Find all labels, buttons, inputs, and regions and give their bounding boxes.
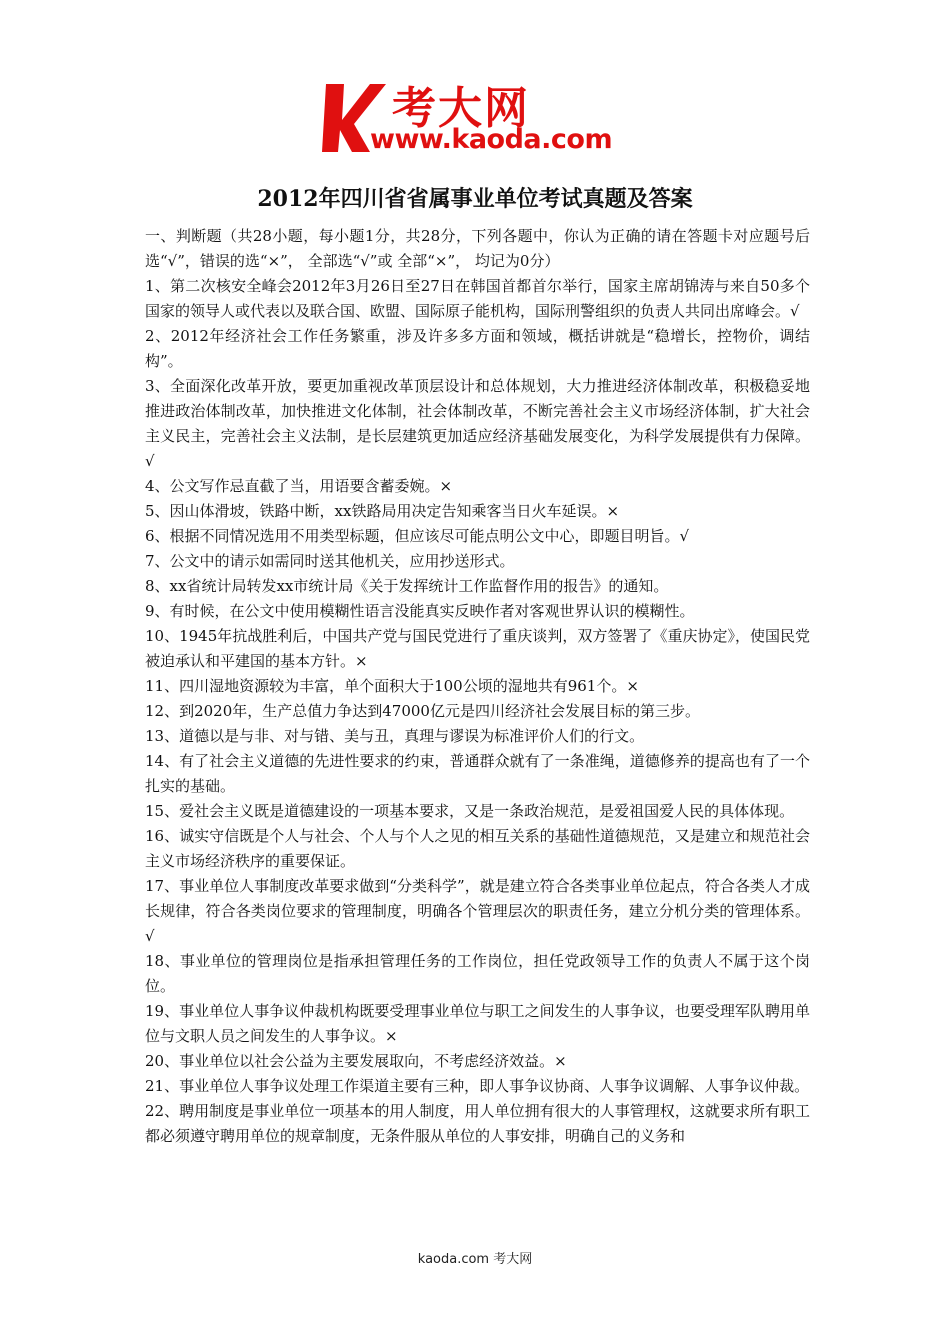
document-body (145, 224, 810, 1149)
question-item: 2、2012年经济社会工作任务繁重，涉及许多多方面和领域，概括讲就是“稳增长，控物价，调结构”。 (145, 327, 810, 370)
question-item: 11、四川湿地资源较为丰富，单个面积大于100公顷的湿地共有961个。× (145, 677, 639, 695)
section-instructions: 一、判断题（共28小题，每小题1分，共28分，下列各题中，你认为正确的请在答题卡对应题号后选“√”，错误的选“×”， 全部选“√”或 全部“×”， 均记为0分） (145, 227, 810, 270)
question-item: 17、事业单位人事制度改革要求做到“分类科学”，就是建立符合各类事业单位起点，符合各类人才成长规律，符合各类岗位要求的管理制度，明确各个管理层次的职责任务，建立分机分类的管理体系。√ (145, 877, 810, 945)
question-item: 16、诚实守信既是个人与社会、个人与个人之见的相互关系的基础性道德规范，又是建立和规范社会主义市场经济秩序的重要保证。 (145, 827, 810, 870)
question-item: 7、公文中的请示如需同时送其他机关，应用抄送形式。 (145, 552, 515, 570)
site-logo (318, 78, 648, 158)
question-item: 8、xx省统计局转发xx市统计局《关于发挥统计工作监督作用的报告》的通知。 (145, 577, 669, 595)
logo-site-name: 考大网 (392, 83, 530, 134)
question-item: 9、有时候，在公文中使用模糊性语言没能真实反映作者对客观世界认识的模糊性。 (145, 602, 695, 620)
question-item: 14、有了社会主义道德的先进性要求的约束，普通群众就有了一条准绳，道德修养的提高也有了一个扎实的基础。 (145, 752, 810, 795)
question-item: 1、第二次核安全峰会2012年3月26日至27日在韩国首都首尔举行，国家主席胡锦涛与来自50多个国家的领导人或代表以及联合国、欧盟、国际原子能机构，国际刑警组织的负责人共同出席峰会。√ (145, 277, 810, 320)
question-item: 5、因山体滑坡，铁路中断，xx铁路局用决定告知乘客当日火车延误。× (145, 502, 620, 520)
question-item: 18、事业单位的管理岗位是指承担管理任务的工作岗位，担任党政领导工作的负责人不属于这个岗位。 (145, 952, 810, 995)
question-item: 21、事业单位人事争议处理工作渠道主要有三种，即人事争议协商、人事争议调解、人事争议仲裁。 (145, 1077, 810, 1095)
question-item: 12、到2020年，生产总值力争达到47000亿元是四川经济社会发展目标的第三步。 (145, 702, 700, 720)
question-item: 13、道德以是与非、对与错、美与丑，真理与谬误为标准评价人们的行文。 (145, 727, 645, 745)
question-item: 15、爱社会主义既是道德建设的一项基本要求，又是一条政治规范，是爱祖国爱人民的具体体现。 (145, 802, 795, 820)
question-item: 19、事业单位人事争议仲裁机构既要受理事业单位与职工之间发生的人事争议，也要受理军队聘用单位与文职人员之间发生的人事争议。× (145, 1002, 810, 1045)
question-item: 3、全面深化改革开放，要更加重视改革顶层设计和总体规划，大力推进经济体制改革，积极稳妥地推进政治体制改革，加快推进文化体制，社会体制改革，不断完善社会主义市场经济体制，扩大社会主义民主，完善社会主义法制，是长层建筑更加适应经济基础发展变化，为科学发展提供有力保障。√ (145, 377, 810, 470)
logo-url: www.kaoda.com (370, 124, 613, 155)
page-footer: kaoda.com 考大网 (417, 1252, 533, 1267)
question-item: 20、事业单位以社会公益为主要发展取向，不考虑经济效益。× (145, 1052, 567, 1070)
question-item: 22、聘用制度是事业单位一项基本的用人制度，用人单位拥有很大的人事管理权，这就要求所有职工都必须遵守聘用单位的规章制度，无条件服从单位的人事安排，明确自己的义务和 (145, 1102, 810, 1145)
question-item: 10、1945年抗战胜利后，中国共产党与国民党进行了重庆谈判，双方签署了《重庆协定》，使国民党被迫承认和平建国的基本方针。× (145, 627, 810, 670)
question-item: 4、公文写作忌直截了当，用语要含蓄委婉。× (145, 477, 453, 495)
page-title: 2012年四川省省属事业单位考试真题及答案 (257, 186, 693, 212)
question-item: 6、根据不同情况选用不用类型标题，但应该尽可能点明公文中心，即题目明旨。√ (145, 527, 690, 545)
